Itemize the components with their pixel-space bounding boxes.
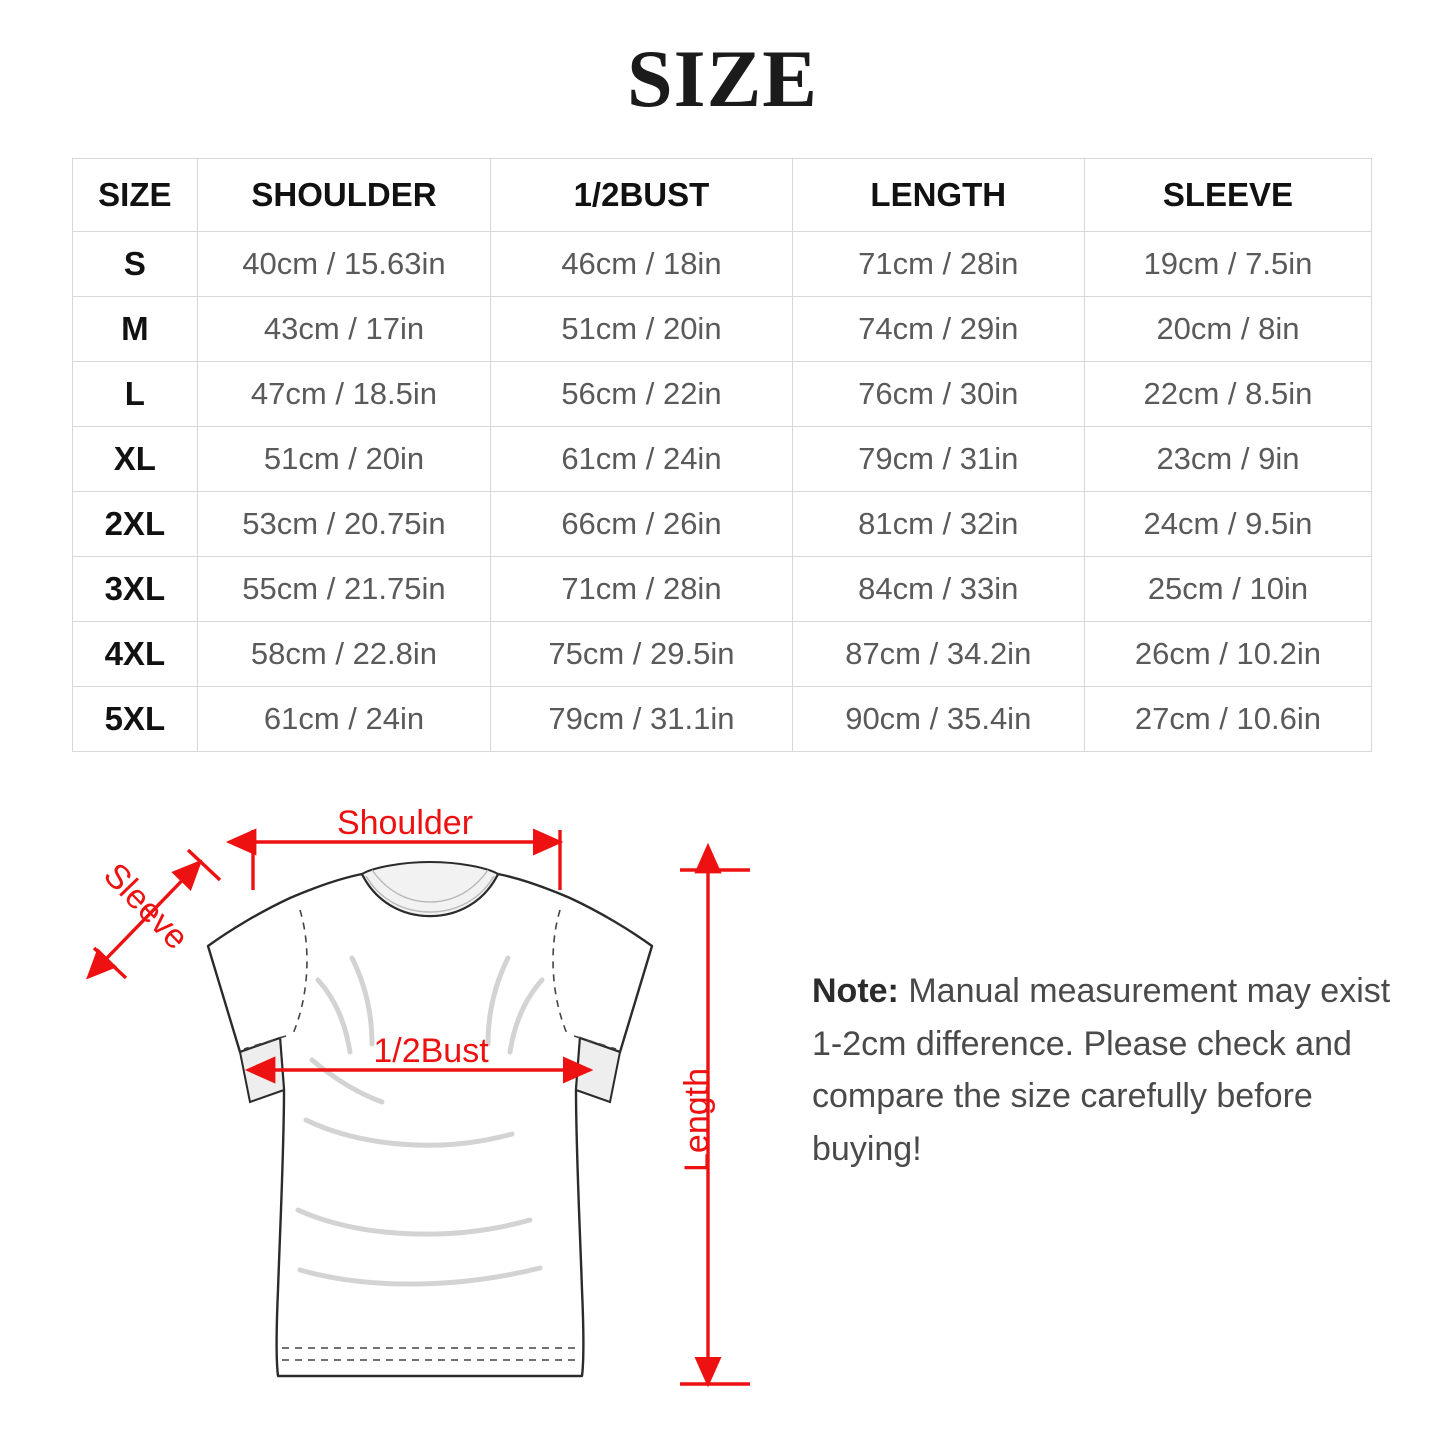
- cell-length: 84cm / 33in: [792, 557, 1084, 622]
- cell-sleeve: 19cm / 7.5in: [1084, 232, 1371, 297]
- cell-length: 74cm / 29in: [792, 297, 1084, 362]
- cell-sleeve: 26cm / 10.2in: [1084, 622, 1371, 687]
- cell-sleeve: 24cm / 9.5in: [1084, 492, 1371, 557]
- cell-size: 3XL: [73, 557, 198, 622]
- cell-length: 81cm / 32in: [792, 492, 1084, 557]
- cell-shoulder: 43cm / 17in: [197, 297, 491, 362]
- cell-sleeve: 27cm / 10.6in: [1084, 687, 1371, 752]
- table-row: [73, 232, 1372, 297]
- cell-sleeve: 22cm / 8.5in: [1084, 362, 1371, 427]
- cell-shoulder: 53cm / 20.75in: [197, 492, 491, 557]
- cell-bust: 51cm / 20in: [491, 297, 792, 362]
- note-label: Note:: [812, 972, 899, 1010]
- cell-size: S: [73, 232, 198, 297]
- cell-bust: 75cm / 29.5in: [491, 622, 792, 687]
- cell-size: 2XL: [73, 492, 198, 557]
- column-header-bust: 1/2BUST: [491, 159, 792, 232]
- cell-shoulder: 61cm / 24in: [197, 687, 491, 752]
- table-header-row: [73, 159, 1372, 232]
- garment-diagram: [60, 790, 800, 1410]
- cell-bust: 71cm / 28in: [491, 557, 792, 622]
- table-row: [73, 297, 1372, 362]
- cell-bust: 66cm / 26in: [491, 492, 792, 557]
- cell-length: 79cm / 31in: [792, 427, 1084, 492]
- cell-sleeve: 23cm / 9in: [1084, 427, 1371, 492]
- column-header-sleeve: SLEEVE: [1084, 159, 1371, 232]
- cell-size: 4XL: [73, 622, 198, 687]
- cell-size: M: [73, 297, 198, 362]
- note-text: [812, 965, 1392, 1176]
- cell-shoulder: 58cm / 22.8in: [197, 622, 491, 687]
- table-row: [73, 362, 1372, 427]
- cell-bust: 56cm / 22in: [491, 362, 792, 427]
- cell-length: 87cm / 34.2in: [792, 622, 1084, 687]
- cell-shoulder: 51cm / 20in: [197, 427, 491, 492]
- table-row: [73, 557, 1372, 622]
- cell-shoulder: 47cm / 18.5in: [197, 362, 491, 427]
- sleeve-label: Sleeve: [96, 855, 196, 957]
- cell-length: 76cm / 30in: [792, 362, 1084, 427]
- size-table-container: [72, 158, 1372, 752]
- cell-size: 5XL: [73, 687, 198, 752]
- column-header-size: SIZE: [73, 159, 198, 232]
- note-body: Manual measurement may exist 1-2cm difference. Please check and compare the size carefully before buying!: [812, 972, 1391, 1169]
- cell-bust: 61cm / 24in: [491, 427, 792, 492]
- bust-label: 1/2Bust: [373, 1032, 489, 1070]
- column-header-shoulder: SHOULDER: [197, 159, 491, 232]
- cell-bust: 46cm / 18in: [491, 232, 792, 297]
- cell-bust: 79cm / 31.1in: [491, 687, 792, 752]
- cell-shoulder: 55cm / 21.75in: [197, 557, 491, 622]
- page-title: SIZE: [627, 33, 818, 124]
- cell-sleeve: 25cm / 10in: [1084, 557, 1371, 622]
- table-row: [73, 687, 1372, 752]
- cell-length: 90cm / 35.4in: [792, 687, 1084, 752]
- table-row: [73, 492, 1372, 557]
- cell-size: L: [73, 362, 198, 427]
- cell-length: 71cm / 28in: [792, 232, 1084, 297]
- length-label: Length: [678, 1068, 716, 1172]
- shoulder-label: Shoulder: [336, 804, 474, 842]
- cell-sleeve: 20cm / 8in: [1084, 297, 1371, 362]
- tshirt-illustration: [208, 874, 652, 1376]
- cell-size: XL: [73, 427, 198, 492]
- size-table: [72, 158, 1372, 752]
- table-row: [73, 622, 1372, 687]
- table-row: [73, 427, 1372, 492]
- cell-shoulder: 40cm / 15.63in: [197, 232, 491, 297]
- column-header-length: LENGTH: [792, 159, 1084, 232]
